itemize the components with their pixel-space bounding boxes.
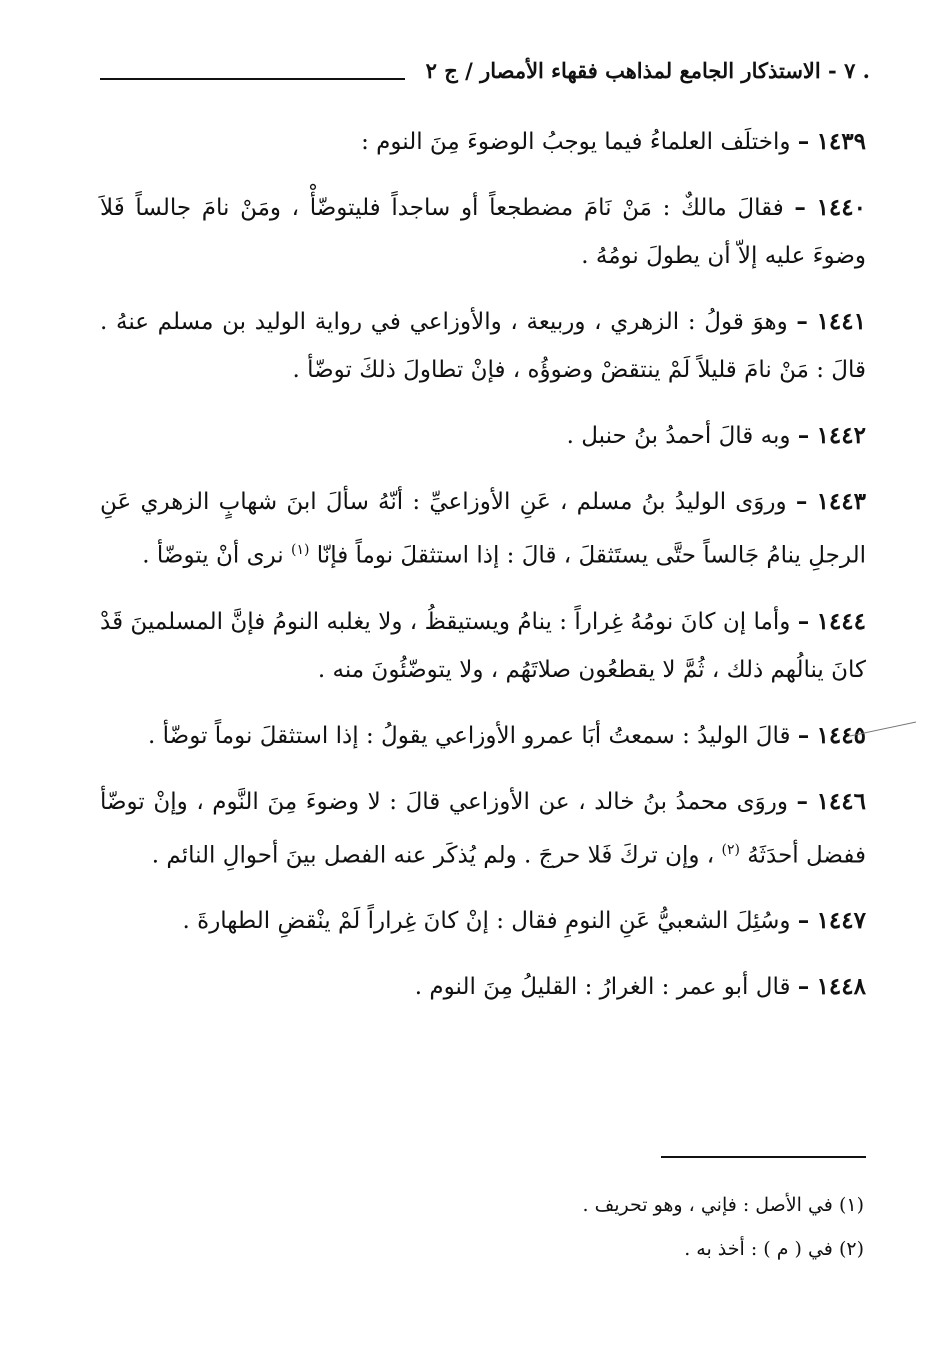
paragraph-number: ١٤٤١ (816, 308, 866, 335)
paragraph-1440 (100, 184, 866, 280)
footnote-text: في الأصل : فإني ، وهو تحريف . (582, 1194, 833, 1216)
paragraph-dash: – (797, 607, 810, 635)
paragraph-dash: – (797, 907, 810, 935)
paragraph-1441 (100, 298, 866, 394)
paragraph-dash: – (796, 308, 808, 335)
paragraph-text: فقالَ مالكٌ : مَنْ نَامَ مضطجعاً أو ساجداً فليتوضّأْ ، ومَنْ نامَ جالساً فَلاَ وضوءَ عليه إلاّ أن يطولَ نومُهُ . (100, 195, 866, 269)
paragraph-text: قال أبو عمر : الغرارُ : القليلُ مِنَ النوم . (414, 974, 791, 1001)
paragraph-number: ١٤٣٩ (816, 128, 866, 155)
paragraph-number: ١٤٤٨ (816, 973, 866, 1001)
paragraph-1446 (100, 778, 866, 880)
paragraph-number: ١٤٤٤ (816, 607, 867, 635)
paragraph-text: وهوَ قولُ : الزهري ، وربيعة ، والأوزاعي في رواية الوليد بن مسلم عنهُ . قالَ : مَنْ نامَ قليلاً لَمْ ينتقضْ وضوؤُه ، فإنْ تطاولَ ذلكَ توضّأ . (100, 309, 866, 383)
paragraph-dash: – (797, 721, 810, 749)
footnote-marker: (٢) (838, 1238, 864, 1260)
header-rule (100, 78, 405, 80)
paragraph-number: ١٤٤٧ (816, 907, 866, 935)
paragraph-1439 (100, 118, 866, 166)
paragraph-number: ١٤٤٦ (816, 787, 866, 815)
paragraph-1445 (100, 712, 866, 760)
paragraph-dash: – (796, 787, 809, 815)
paragraph-text: وروَى الوليدُ بنُ مسلم ، عَنِ الأوزاعيِّ : أنّهُ سألَ ابنَ شهابٍ الزهري عَنِ الرجلِ ينامُ جَالساً حتَّى يستَثقلَ ، قالَ : إذا استثقلَ نوماً فإنّا (100, 489, 866, 569)
paragraph-number: ١٤٤٠ (816, 194, 866, 221)
paragraph-1444 (100, 598, 866, 694)
footnote-text: في ( م ) : أخذ به . (684, 1238, 833, 1260)
running-title: . ٧ - الاستذكار الجامع لمذاهب فقهاء الأمصار / ج ٢ (425, 58, 870, 83)
paragraph-text: قالَ الوليدُ : سمعتُ أبَا عمرو الأوزاعي يقولُ : إذا استثقلَ نوماً توضّأ . (148, 722, 791, 749)
footnote-marker: (١) (838, 1194, 864, 1216)
paragraph-text: وأما إن كانَ نومُهُ غِراراً : ينامُ ويستيقظُ ، ولا يغلبه النومُ فإنَّ المسلمينَ قَدْ كانَ ينالُهم ذلك ، ثُمَّ لا يقطعُون صلاتَهُم ، ولا يتوضّئُونَ منه . (100, 608, 866, 683)
paragraph-text: واختلَف العلماءُ فيما يوجبُ الوضوءَ مِنَ النوم : (361, 129, 791, 155)
margin-pencil-mark (848, 720, 918, 740)
paragraph-text: وبه قالَ أحمدُ بنُ حنبل . (566, 423, 791, 449)
paragraph-text-continued: نرى أنْ يتوضّأ . (142, 542, 284, 569)
paragraph-text: وسُئِلَ الشعبيُّ عَنِ النومِ فقال : إنْ كانَ غِراراً لَمْ ينْقضِ الطهارةَ . (182, 908, 791, 935)
paragraph-dash: – (795, 488, 808, 515)
paragraph-dash: – (797, 973, 810, 1001)
paragraph-dash: – (797, 128, 810, 155)
footnotes (98, 1183, 864, 1271)
paragraph-dash: – (797, 422, 810, 449)
paragraph-dash: – (794, 194, 806, 221)
footnote-1 (98, 1183, 864, 1227)
footnote-reference-1: (١) (291, 542, 310, 558)
paragraph-number: ١٤٤٥ (816, 721, 866, 749)
paragraph-1443 (100, 478, 866, 580)
paragraph-1442 (100, 412, 866, 460)
paragraph-1447 (100, 897, 866, 945)
paragraph-number: ١٤٤٢ (816, 422, 866, 449)
paragraph-number: ١٤٤٣ (816, 488, 866, 515)
paragraph-text: وروَى محمدُ بنُ خالد ، عن الأوزاعي قالَ : لا وضوءَ مِنَ النَّوم ، وإنْ توضّأ ففضل أحدَثَهُ (100, 788, 866, 869)
footnote-reference-2: (٢) (721, 841, 740, 858)
footnote-2 (98, 1227, 864, 1271)
page-header (100, 58, 870, 98)
paragraph-text-continued: ، وإن تركَ فَلا حرجَ . ولم يُذكَر عنه الفصل بينَ أحوالِ النائم . (151, 842, 715, 869)
main-text (100, 118, 866, 1029)
footnote-separator (661, 1156, 866, 1158)
paragraph-1448 (100, 963, 866, 1011)
